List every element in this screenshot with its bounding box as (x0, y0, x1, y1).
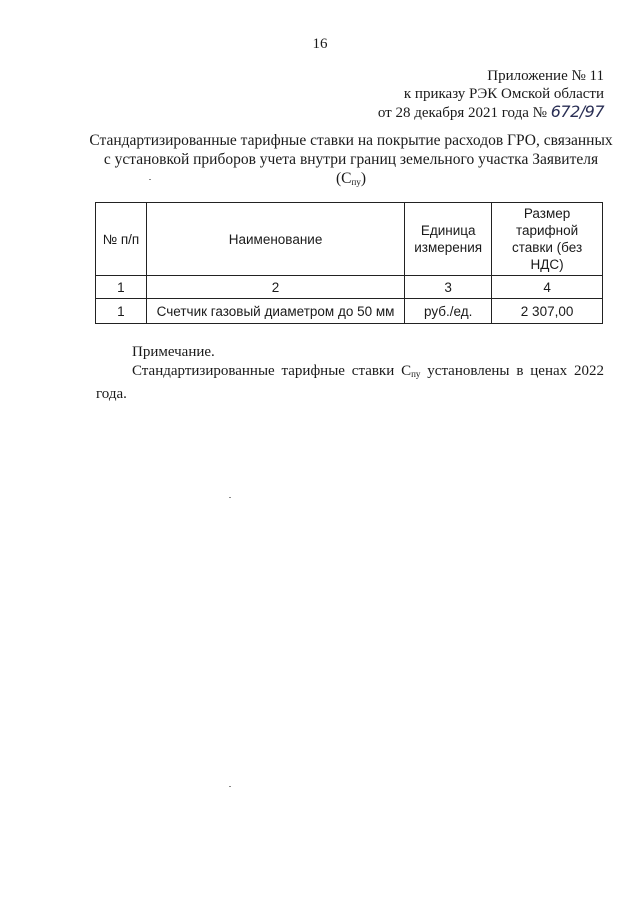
header-unit: Единица измерения (405, 203, 492, 276)
column-number-cell: 1 (96, 276, 147, 299)
document-title (88, 131, 614, 192)
row-unit-cell: руб./ед. (405, 299, 492, 324)
order-date-text: от 28 декабря 2021 года № (377, 105, 551, 121)
note-text-sub: пу (411, 369, 421, 379)
title-symbol-main: С (341, 170, 352, 187)
header-number: № п/п (96, 203, 147, 276)
row-name-cell: Счетчик газовый диаметром до 50 мм (146, 299, 404, 324)
appendix-block (378, 67, 604, 122)
page-number: 16 (312, 36, 328, 52)
row-number-cell: 1 (96, 299, 147, 324)
order-number-handwritten: 672/97 (550, 102, 604, 121)
tariff-table (95, 202, 603, 324)
appendix-order-date (378, 103, 604, 122)
scan-speck (229, 786, 231, 787)
appendix-order-ref: к приказу РЭК Омской области (403, 86, 604, 102)
title-text: Стандартизированные тарифные ставки на покрытие расходов ГРО, связанных с установкой приборов учета внутри границ земельного участка Заявителя (89, 132, 613, 168)
appendix-title: Приложение № 11 (487, 68, 604, 84)
table-column-numbers-row (96, 276, 603, 299)
table-row (96, 299, 603, 324)
note-text-suffix: установлены в ценах 2022 года. (96, 363, 604, 402)
column-number-cell: 3 (405, 276, 492, 299)
scan-speck (229, 497, 231, 498)
note-text-prefix: Стандартизированные тарифные ставки С (132, 363, 412, 379)
column-number-cell: 4 (492, 276, 603, 299)
header-name: Наименование (146, 203, 404, 276)
title-symbol-sub: пу (351, 177, 361, 187)
column-number-cell: 2 (146, 276, 404, 299)
table-header-row (96, 203, 603, 276)
scan-speck (149, 179, 151, 180)
note-label: Примечание. (132, 344, 215, 360)
row-rate-cell: 2 307,00 (492, 299, 603, 324)
header-rate: Размер тарифной ставки (без НДС) (492, 203, 603, 276)
note-text (96, 361, 604, 404)
title-symbol: $(С_{пу})$ (335, 170, 366, 187)
